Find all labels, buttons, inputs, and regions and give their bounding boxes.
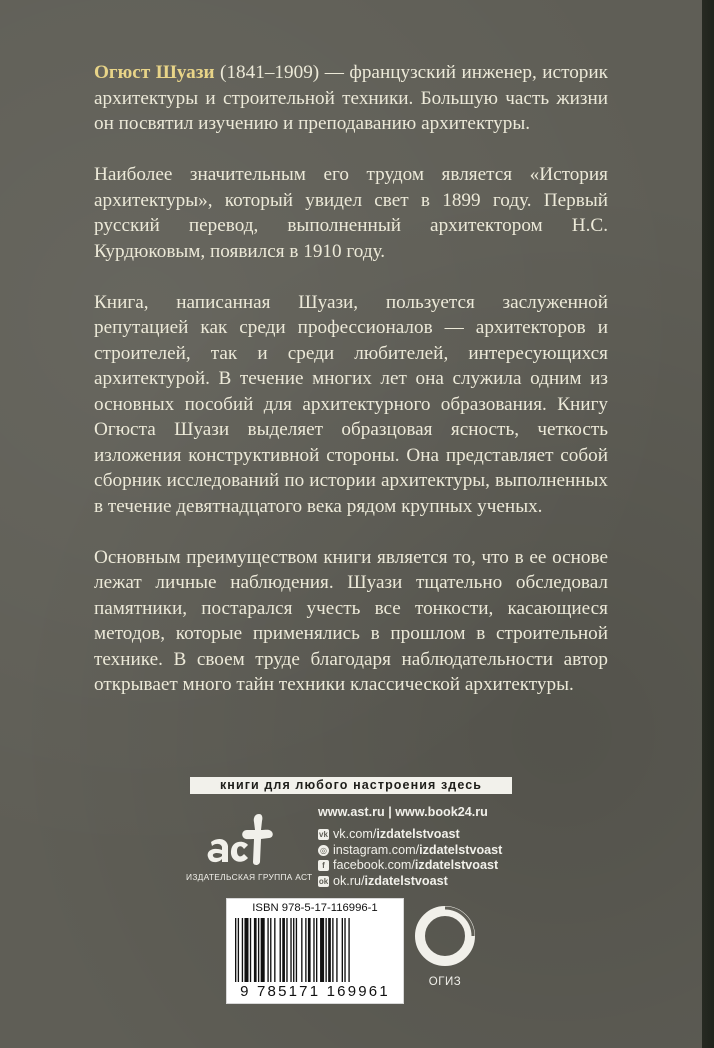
- instagram-icon: ◎: [318, 845, 329, 856]
- imprint-logo: [413, 904, 477, 996]
- social-handle: izdatelstvoast: [376, 827, 460, 841]
- spine-edge: [702, 0, 714, 1048]
- facebook-icon: f: [318, 860, 329, 871]
- ogiz-ring-icon: [413, 904, 477, 968]
- imprint-name: ОГИЗ: [428, 976, 462, 988]
- barcode-number: 9 785171 169961: [240, 983, 390, 1000]
- author-name: Огюст Шуази: [94, 62, 215, 83]
- social-prefix: vk.com/: [333, 827, 377, 841]
- social-handle: izdatelstvoast: [414, 858, 499, 873]
- publisher-name: ИЗДАТЕЛЬСКАЯ ГРУППА АСТ: [186, 872, 313, 882]
- social-handle: izdatelstvoast: [419, 842, 503, 857]
- social-prefix: ok.ru/: [333, 873, 365, 888]
- odnoklassniki-icon: ok: [318, 877, 329, 887]
- social-vk[interactable]: [318, 827, 558, 843]
- paragraph-1-text: (1841–1909) — французский инженер, историк архитектуры и строительной техники. Большую часть жизни он посвятил изучению и преподаванию архитектуры.: [94, 62, 608, 134]
- ast-logo-icon: [197, 810, 293, 868]
- isbn-number: ISBN 978-5-17-116996-1: [252, 902, 378, 914]
- paragraph-4: Основным преимуществом книги является то, что в ее основе лежат личные наблюдения. Шуази тщательно обследовал памятники, постарался учесть все тонкости, касающиеся методов, которые применялись в прошлом в строительной технике. В своем труде благодаря наблюдательности автор открывает много тайн техники классической архитектуры.: [94, 546, 608, 695]
- websites-link[interactable]: www.ast.ru | www.book24.ru: [318, 805, 488, 819]
- tagline-banner: книги для любого настроения здесь: [190, 777, 512, 794]
- barcode: [226, 898, 404, 1004]
- publisher-logo: [186, 810, 313, 890]
- paragraph-1: [94, 60, 608, 137]
- social-odnoklassniki[interactable]: [318, 874, 558, 890]
- social-facebook[interactable]: [318, 858, 558, 874]
- vk-icon: vk: [319, 830, 328, 840]
- publisher-links: [318, 803, 558, 889]
- social-prefix: facebook.com/: [333, 858, 415, 873]
- social-handle: izdatelstvoast: [364, 873, 448, 888]
- social-prefix: instagram.com/: [333, 842, 420, 857]
- annotation-text: [94, 60, 608, 723]
- paragraph-3: Книга, написанная Шуази, пользуется заслуженной репутацией как среди профессионалов — архитекторов и строителей, так и среди любителей, интересующихся архитектурой. В течение многих лет она служила одним из основных пособий для архитектурного образования. Книгу Огюста Шуази выделяет образцовая ясность, четкость изложения конструктивной стороны. Она представляет собой сборник исследований по истории архитектуры, выполненных в течение девятнадцатого века рядом крупных ученых.: [94, 291, 608, 517]
- barcode-bars: [235, 918, 395, 982]
- paragraph-2: Наиболее значительным его трудом является «История архитектуры», который увидел свет в 1899 году. Первый русский перевод, выполненный архитектором Н.С. Курдюковым, появился в 1910 году.: [94, 164, 608, 262]
- social-instagram[interactable]: [318, 843, 558, 859]
